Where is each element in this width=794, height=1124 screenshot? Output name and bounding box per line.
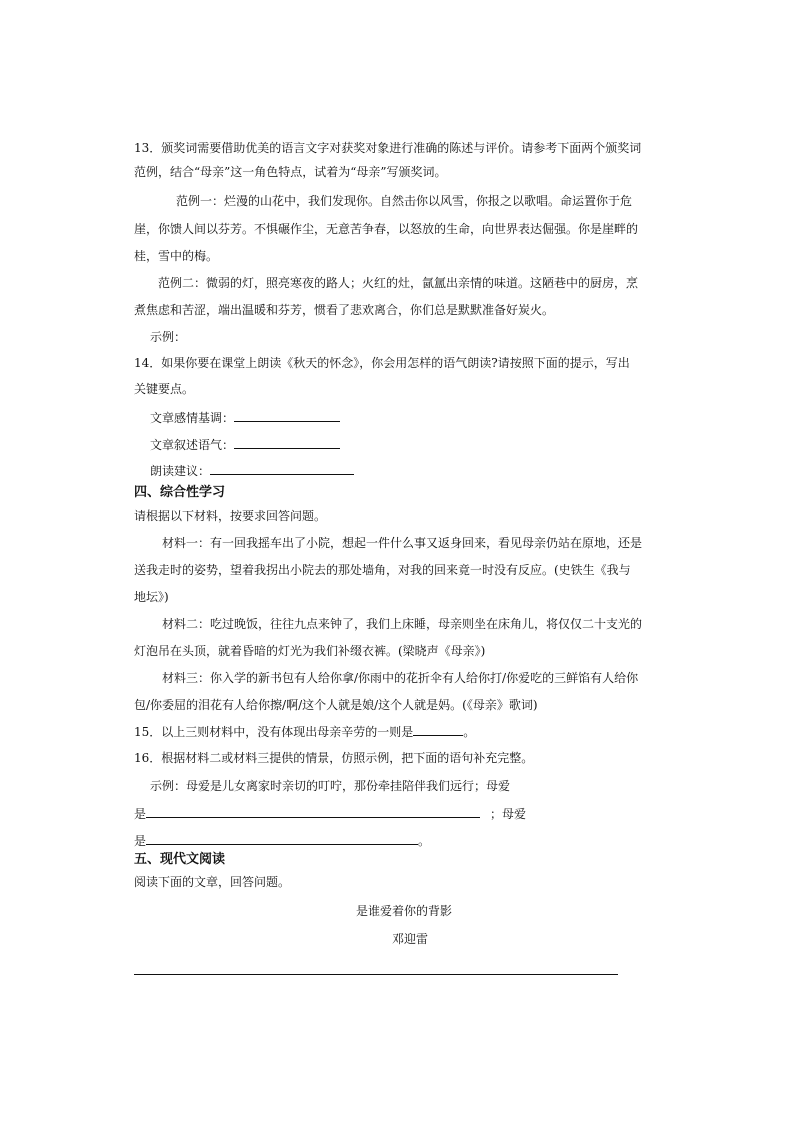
q13-example1-line2: 崖，你馈人间以芬芳。不惧碾作尘，无意苦争春，以怒放的生命，向世界表达倔强。你是崖畔的 <box>134 222 639 236</box>
q16-fill1-row <box>134 805 526 822</box>
article-author: 邓迎雷 <box>392 932 429 946</box>
material3-line2: 包/你委屈的泪花有人给你擦/啊/这个人就是娘/这个人就是妈。(《母亲》歌词) <box>134 698 538 712</box>
q16-fill2-row <box>134 832 430 849</box>
q15-end: 。 <box>463 725 476 739</box>
q16-fill1-blank[interactable] <box>146 805 480 818</box>
q13-line2: 范例，结合“母亲”这一角色特点，试着为“母亲”写颁奖词。 <box>134 165 447 179</box>
q13-example1-line1: 范例一：烂漫的山花中，我们发现你。自然击你以风雪，你报之以歌唱。命运置你于危 <box>176 194 633 208</box>
q16-fill2-blank[interactable] <box>146 832 418 845</box>
material2-line1: 材料二：吃过晚饭，往往九点来钟了，我们上床睡，母亲则坐在床角儿，将仅仅二十支光的 <box>162 617 643 631</box>
q16-fill1-end: ；母爱 <box>490 807 527 821</box>
q16-fill2-end: 。 <box>418 834 431 848</box>
q14-advice-blank[interactable] <box>210 462 354 475</box>
q16-fill1-start: 是 <box>134 807 147 821</box>
section4-title: 四、综合性学习 <box>134 485 226 500</box>
q15-blank[interactable] <box>413 723 463 736</box>
q15-row <box>134 723 475 740</box>
q14-tone-blank[interactable] <box>234 436 340 449</box>
q14-advice-row <box>150 462 354 479</box>
material1-line2: 送我走时的姿势，望着我拐出小院去的那处墙角，对我的回来竟一时没有反应。(史铁生《我与 <box>134 563 631 577</box>
q13-example2-line2: 煮焦虑和苦涩，端出温暖和芬芳，惯看了悲欢离合，你们总是默默准备好炭火。 <box>134 303 555 317</box>
q16-fill2-start: 是 <box>134 834 147 848</box>
q15-text: 15．以上三则材料中，没有体现出母亲辛劳的一则是 <box>134 725 414 739</box>
q14-advice-label: 朗读建议： <box>150 464 211 478</box>
q14-emotion-blank[interactable] <box>234 409 340 422</box>
q13-line1: 13．颁奖词需要借助优美的语言文字对获奖对象进行准确的陈述与评价。请参考下面两个颁奖词 <box>134 141 642 155</box>
material3-line1: 材料三：你入学的新书包有人给你拿/你雨中的花折伞有人给你打/你爱吃的三鲜馅有人给你 <box>162 671 639 685</box>
q14-line1: 14．如果你要在课堂上朗读《秋天的怀念》，你会用怎样的语气朗读?请按照下面的提示，写出 <box>134 356 630 370</box>
section5-intro: 阅读下面的文章，回答问题。 <box>134 875 291 889</box>
q14-emotion-label: 文章感情基调： <box>150 411 235 425</box>
q14-line2: 关键要点。 <box>134 382 195 396</box>
section5-title: 五、现代文阅读 <box>134 852 226 867</box>
q14-emotion-row <box>150 409 340 426</box>
material1-line3: 地坛》) <box>134 590 169 604</box>
q16-example: 示例：母爱是儿女离家时亲切的叮咛，那份牵挂陪伴我们远行；母爱 <box>150 779 511 793</box>
q13-example2-line1: 范例二：微弱的灯，照亮寒夜的路人；火红的灶，氤氲出亲情的味道。这陋巷中的厨房，烹 <box>158 276 639 290</box>
q16-text: 16．根据材料二或材料三提供的情景，仿照示例，把下面的语句补充完整。 <box>134 751 534 765</box>
q14-tone-row <box>150 436 340 453</box>
article-title: 是谁爱着你的背影 <box>356 904 453 918</box>
section4-intro: 请根据以下材料，按要求回答问题。 <box>134 509 327 523</box>
divider-line <box>134 974 618 975</box>
material2-line2: 灯泡吊在头顶，就着昏暗的灯光为我们补缀衣裤。(梁晓声《母亲》) <box>134 644 486 658</box>
q14-tone-label: 文章叙述语气： <box>150 438 235 452</box>
q13-example1-line3: 桂，雪中的梅。 <box>134 249 219 263</box>
q13-sample-label: 示例： <box>150 330 187 344</box>
material1-line1: 材料一：有一回我摇车出了小院，想起一件什么事又返身回来，看见母亲仍站在原地，还是 <box>162 536 643 550</box>
